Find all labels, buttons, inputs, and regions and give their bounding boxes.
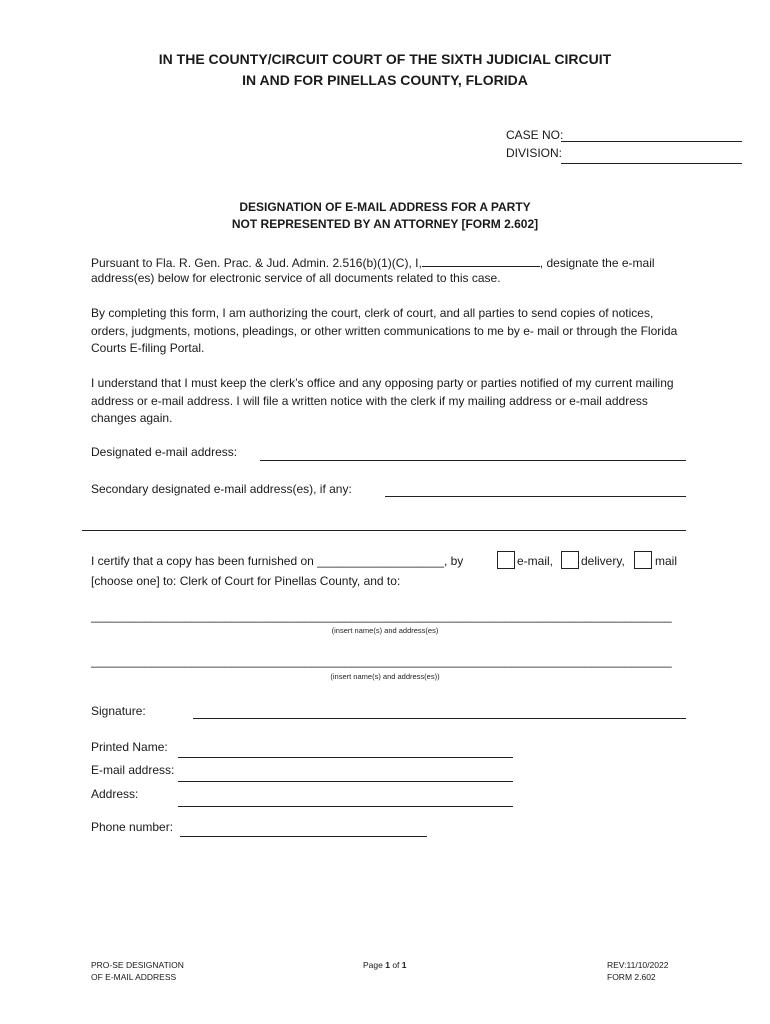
court-header-line2: IN AND FOR PINELLAS COUNTY, FLORIDA: [242, 72, 528, 88]
address-field[interactable]: [178, 806, 513, 807]
certify-line2: [choose one] to: Clerk of Court for Pinellas County, and to:: [91, 574, 401, 588]
signature-field[interactable]: [193, 718, 686, 719]
division-field[interactable]: [561, 163, 742, 164]
footer-left-line1: PRO-SE DESIGNATION: [91, 960, 184, 970]
section-divider: [82, 530, 686, 531]
footer-left-line2: OF E-MAIL ADDRESS: [91, 972, 177, 982]
paragraph-2: By completing this form, I am authorizing the court, clerk of court, and all parties to send copies of notices, orders, judgments, motions, pleadings, or other written communications to me by e- mail or through the Florida Courts E-filing Portal.: [91, 306, 678, 355]
form-title-line2: NOT REPRESENTED BY AN ATTORNEY [FORM 2.602]: [231, 217, 539, 231]
designated-email-label: Designated e-mail address:: [91, 445, 238, 459]
email-option-label: e-mail,: [517, 554, 554, 568]
delivery-option-label: delivery,: [581, 554, 625, 568]
email-checkbox[interactable]: [497, 551, 515, 569]
certify-text: I certify that a copy has been furnished on ___________________, by: [91, 554, 464, 568]
recipient-line-2[interactable]: _______________________________________________________________________________________: [91, 654, 672, 668]
signature-label: Signature:: [91, 704, 146, 718]
page-total: 1: [401, 960, 407, 970]
case-no-label: CASE NO:: [506, 128, 564, 142]
designated-email-field[interactable]: [260, 460, 686, 461]
page-prefix: Page: [363, 960, 386, 970]
printed-name-field[interactable]: [178, 757, 513, 758]
page-number: [363, 959, 407, 971]
paragraph-1-text-b: , designate the e-mail: [539, 256, 655, 270]
delivery-checkbox[interactable]: [561, 551, 579, 569]
email-address-field[interactable]: [178, 781, 513, 782]
email-address-label: E-mail address:: [91, 763, 175, 777]
insert-note-1: (insert name(s) and address(es): [331, 626, 439, 635]
phone-number-field[interactable]: [180, 836, 427, 837]
secondary-email-label: Secondary designated e-mail address(es), if any:: [91, 482, 352, 496]
mail-checkbox[interactable]: [634, 551, 652, 569]
mail-option-label: mail: [655, 554, 678, 568]
recipient-line-1[interactable]: _______________________________________________________________________________________: [91, 609, 672, 623]
case-no-field[interactable]: [561, 141, 742, 142]
revision-date: REV:11/10/2022: [607, 960, 669, 970]
paragraph-1-line2: address(es) below for electronic service of all documents related to this case.: [91, 271, 501, 285]
division-label: DIVISION:: [506, 146, 563, 160]
paragraph-1-text-a: Pursuant to Fla. R. Gen. Prac. & Jud. Admin. 2.516(b)(1)(C), I,: [91, 256, 422, 270]
court-header-line1: IN THE COUNTY/CIRCUIT COURT OF THE SIXTH JUDICIAL CIRCUIT: [158, 51, 612, 67]
printed-name-label: Printed Name:: [91, 740, 168, 754]
form-number: FORM 2.602: [607, 972, 656, 982]
paragraph-3: I understand that I must keep the clerk’s office and any opposing party or parties notified of my current mailing address or e-mail address. I will file a written notice with the clerk if my mailing address or e-mail address changes again.: [91, 376, 674, 425]
page-current: 1: [385, 960, 390, 970]
page-of: of: [389, 960, 402, 970]
secondary-email-field[interactable]: [385, 496, 686, 497]
phone-number-label: Phone number:: [91, 820, 174, 834]
form-title-line1: DESIGNATION OF E-MAIL ADDRESS FOR A PARTY: [239, 200, 531, 214]
insert-note-2: (insert name(s) and address(es)): [330, 672, 440, 681]
address-label: Address:: [91, 787, 139, 801]
party-name-field[interactable]: [422, 253, 540, 267]
